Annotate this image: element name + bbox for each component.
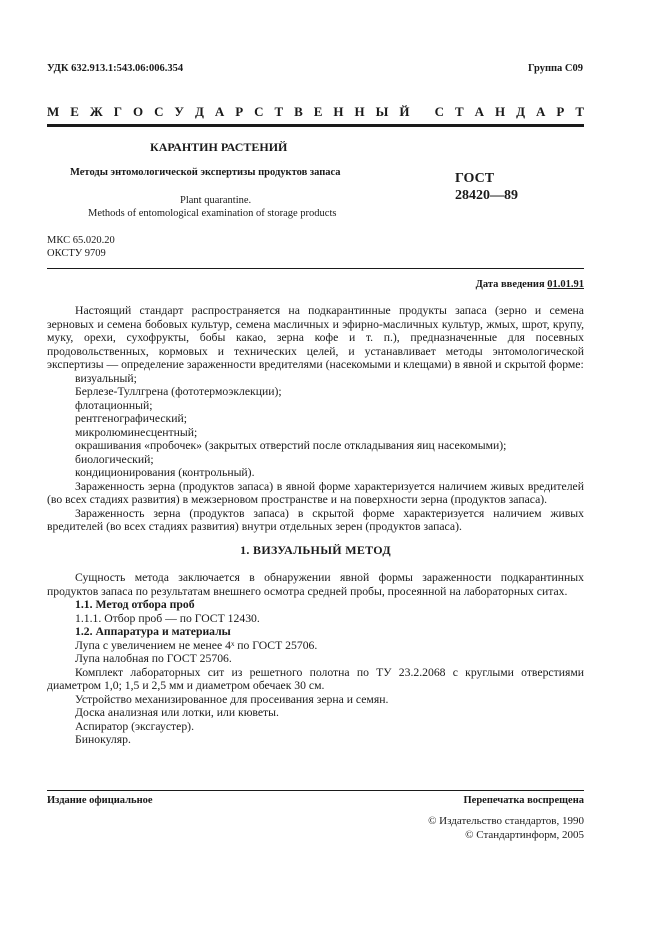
list-item: микролюминесцентный; xyxy=(75,425,198,439)
document-body xyxy=(47,304,584,747)
banner-letter: В xyxy=(294,104,303,119)
banner-letter: Р xyxy=(235,104,244,119)
banner-letter: М xyxy=(47,104,60,119)
banner-letter: Д xyxy=(194,104,204,119)
list-item: рентгенографический; xyxy=(75,412,187,425)
list-item: Аспиратор (эксгаустер). xyxy=(75,719,194,733)
banner-letter: С xyxy=(434,104,445,119)
list-item: Бинокуляр. xyxy=(75,733,131,746)
banner-letter: Ж xyxy=(89,104,103,119)
list-item: Лупа налобная по ГОСТ 25706. xyxy=(75,652,232,665)
banner-letter: А xyxy=(474,104,485,119)
intro-paragraph: Настоящий стандарт распространяется на подкарантинные продукты запаса (зерно и семена зерновых и семена бобовых культур, семена масличных и эфирно-масличных культур, жмых, шрот, крупу, муку, орехи, сухофрукты, бобы какао, зерна кофе и т. п.), предназначенные для посевных продовольственных, кормовых и технических целей, и устанавливает методы энтомологической экспертизы — определение зараженности вредителями (насекомыми и клещами) в явной и скрытой форме: xyxy=(47,304,584,371)
banner-letter: Ы xyxy=(375,104,389,119)
list-item: визуальный; xyxy=(75,371,137,385)
equipment-list xyxy=(47,639,584,747)
list-item: окрашивания «пробочек» (закрытых отверстий после откладывания яиц насекомыми); xyxy=(75,439,507,452)
banner-letter: Н xyxy=(495,104,506,119)
item-1-1-1: 1.1.1. Отбор проб — по ГОСТ 12430. xyxy=(75,611,260,625)
introduction-date xyxy=(476,279,584,290)
header-thick-rule xyxy=(47,124,584,127)
standard-subtitle: Методы энтомологической экспертизы продуктов запаса xyxy=(70,167,341,178)
banner-letter: У xyxy=(174,104,184,119)
method-essence-paragraph: Сущность метода заключается в обнаружении явной формы зараженности подкарантинных продуктов запаса по результатам внешнего осмотра средней пробы, просеянной на лабораторных ситах. xyxy=(47,571,584,598)
introduction-date-value: 01.01.91 xyxy=(547,279,584,290)
banner-letter: О xyxy=(132,104,144,119)
banner-letter: Н xyxy=(354,104,365,119)
subsection-heading-1-1: 1.1. Метод отбора проб xyxy=(75,598,195,611)
mks-code: МКС 65.020.20 xyxy=(47,235,115,246)
list-item: Комплект лабораторных сит из решетного полотна по ТУ 23.2.2068 с круглыми отверстиями диаметром 1,0; 1,5 и 2,5 мм и диаметром обечаек 30 см. xyxy=(47,665,584,692)
list-item: Лупа с увеличением не менее 4ˣ по ГОСТ 25706. xyxy=(75,638,318,652)
reprint-prohibited-label: Перепечатка воспрещена xyxy=(463,795,584,806)
banner-letter: Е xyxy=(313,104,323,119)
interstate-standard-banner xyxy=(47,104,584,120)
banner-letter: Й xyxy=(399,104,410,119)
explicit-infestation-paragraph: Зараженность зерна (продуктов запаса) в явной форме характеризуется наличием живых вредителей (во всех стадиях развития) в межзерновом пространстве и на поверхности зерна (продуктов запаса). xyxy=(47,479,584,506)
list-item: биологический; xyxy=(75,452,154,466)
banner-gap xyxy=(420,104,423,120)
group-code: Группа С09 xyxy=(527,63,583,74)
subsection-heading-1-2: 1.2. Аппаратура и материалы xyxy=(75,625,231,638)
english-title-1: Plant quarantine. xyxy=(180,195,252,206)
banner-letter: Е xyxy=(70,104,79,119)
banner-letter: А xyxy=(214,104,225,119)
copyright-block xyxy=(428,815,584,842)
copyright-line-1: © Издательство стандартов, 1990 xyxy=(428,815,584,827)
banner-letter: Т xyxy=(274,104,284,119)
footer-rule xyxy=(47,790,584,791)
section-heading: 1. ВИЗУАЛЬНЫЙ МЕТОД xyxy=(240,542,391,557)
banner-letter: А xyxy=(536,104,546,119)
list-item: Доска анализная или лотки, или кюветы. xyxy=(75,706,279,719)
udk-code: УДК 632.913.1:543.06:006.354 xyxy=(47,63,184,74)
list-item: флотационный; xyxy=(75,398,153,412)
banner-letter: Н xyxy=(333,104,344,119)
gost-number: 28420—89 xyxy=(455,188,518,203)
banner-letter: Р xyxy=(556,104,565,119)
official-edition-label: Издание официальное xyxy=(47,795,153,806)
english-title-2: Methods of entomological examination of storage products xyxy=(88,208,337,219)
list-item: кондиционирования (контрольный). xyxy=(75,466,255,479)
methods-list xyxy=(47,372,584,480)
banner-letter: Г xyxy=(113,104,122,119)
banner-letter: Д xyxy=(516,104,526,119)
copyright-line-2: © Стандартинформ, 2005 xyxy=(465,828,584,841)
title-block-rule xyxy=(47,268,584,269)
gost-designation xyxy=(455,170,518,204)
banner-letter: С xyxy=(254,104,264,119)
list-item: Устройство механизированное для просеивания зерна и семян. xyxy=(75,692,389,706)
standard-title: КАРАНТИН РАСТЕНИЙ xyxy=(150,140,288,154)
classification-codes xyxy=(47,234,115,260)
introduction-date-label: Дата введения xyxy=(475,279,545,290)
banner-letter: С xyxy=(154,104,164,119)
hidden-infestation-paragraph: Зараженность зерна (продуктов запаса) в скрытой форме характеризуется наличием живых вредителей (во всех стадиях развития) внутри отдельных зерен (продуктов запаса). xyxy=(47,506,584,533)
gost-label: ГОСТ xyxy=(455,171,495,186)
okstu-code: ОКСТУ 9709 xyxy=(47,248,106,259)
banner-letter: Т xyxy=(575,104,584,119)
banner-letter: Т xyxy=(455,104,464,119)
list-item: Берлезе-Туллгрена (фототермоэклекции); xyxy=(75,385,282,398)
